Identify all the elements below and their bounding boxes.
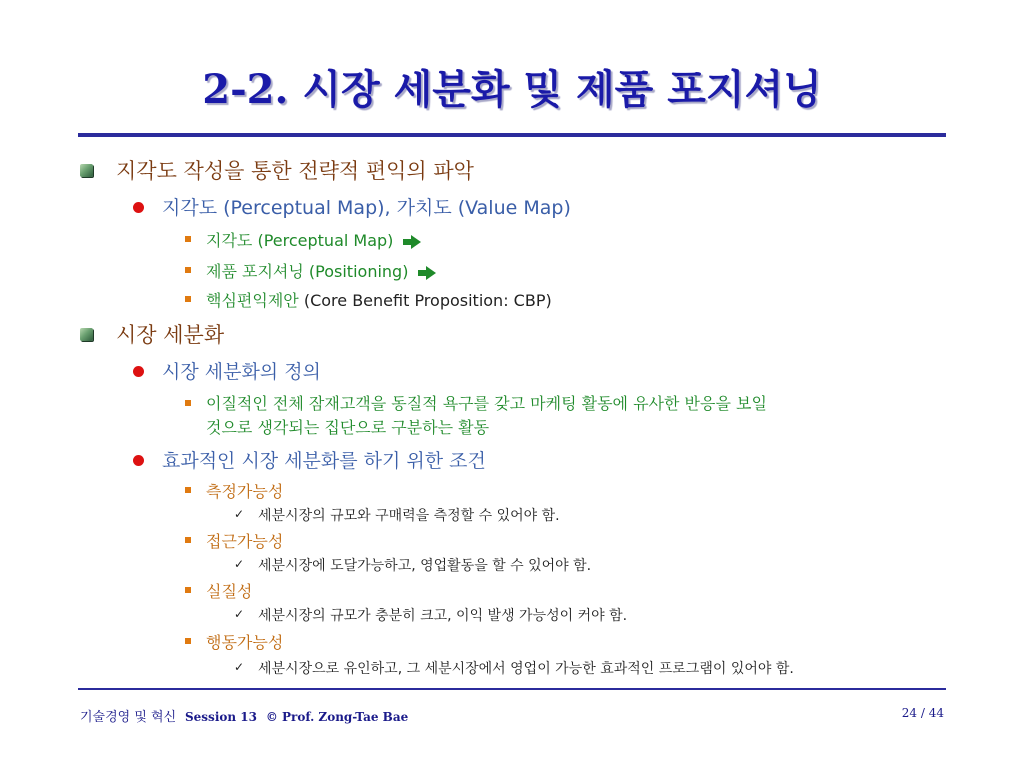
right-arrow-icon <box>411 235 421 249</box>
checkmark-icon: ✓ <box>234 607 245 621</box>
item-english: (Positioning) <box>303 262 409 281</box>
red-dot-bullet-icon <box>133 455 144 466</box>
section-heading: 시장 세분화 <box>116 323 225 347</box>
definition-line-1: 이질적인 전체 잠재고객을 동질적 욕구를 갖고 마케팅 활동에 유사한 반응을 보일 <box>206 394 767 413</box>
right-arrow-icon <box>426 266 436 280</box>
list-item <box>206 228 421 251</box>
condition-detail: 세분시장의 규모와 구매력을 측정할 수 있어야 함. <box>258 508 560 524</box>
orange-square-bullet-icon <box>185 537 191 543</box>
condition-name: 측정가능성 <box>206 482 284 501</box>
condition-name: 실질성 <box>206 582 253 601</box>
item-english: (Perceptual Map) <box>252 231 394 250</box>
red-dot-bullet-icon <box>133 202 144 213</box>
red-dot-bullet-icon <box>133 366 144 377</box>
footer-course: 기술경영 및 혁신 <box>80 710 177 725</box>
condition-name: 행동가능성 <box>206 633 284 652</box>
orange-square-bullet-icon <box>185 587 191 593</box>
item-korean: 핵심편익제안 <box>206 291 299 310</box>
orange-square-bullet-icon <box>185 400 191 406</box>
footer-divider <box>78 688 946 690</box>
footer-author: © Prof. Zong-Tae Bae <box>265 710 409 724</box>
definition-line-2: 것으로 생각되는 집단으로 구분하는 활동 <box>206 418 490 437</box>
condition-detail: 세분시장으로 유인하고, 그 세분시장에서 영업이 가능한 효과적인 프로그램이 있어야 함. <box>258 661 794 677</box>
condition-detail: 세분시장에 도달가능하고, 영업활동을 할 수 있어야 함. <box>258 558 592 574</box>
section-heading: 지각도 작성을 통한 전략적 편익의 파악 <box>116 159 474 183</box>
checkmark-icon: ✓ <box>234 507 245 521</box>
orange-square-bullet-icon <box>185 236 191 242</box>
list-item <box>206 288 552 311</box>
item-korean: 지각도 <box>206 231 253 250</box>
page-number: 24 / 44 <box>901 706 944 720</box>
subsection-heading: 시장 세분화의 정의 <box>162 361 321 383</box>
subsection-heading: 효과적인 시장 세분화를 하기 위한 조건 <box>162 450 486 472</box>
checkmark-icon: ✓ <box>234 660 245 674</box>
footer-session: Session 13 <box>185 710 257 724</box>
item-english: (Core Benefit Proposition: CBP) <box>298 291 552 310</box>
level1-bullet-icon <box>80 328 93 341</box>
orange-square-bullet-icon <box>185 296 191 302</box>
slide-title: 2-2. 시장 세분화 및 제품 포지셔닝 <box>202 66 822 113</box>
level1-bullet-icon <box>80 164 93 177</box>
condition-name: 접근가능성 <box>206 532 284 551</box>
orange-square-bullet-icon <box>185 638 191 644</box>
item-korean: 제품 포지셔닝 <box>206 262 304 281</box>
subsection-heading: 지각도 (Perceptual Map), 가치도 (Value Map) <box>162 197 571 219</box>
orange-square-bullet-icon <box>185 267 191 273</box>
orange-square-bullet-icon <box>185 487 191 493</box>
list-item <box>206 259 436 282</box>
checkmark-icon: ✓ <box>234 557 245 571</box>
footer-left <box>80 706 408 725</box>
condition-detail: 세분시장의 규모가 충분히 크고, 이익 발생 가능성이 커야 함. <box>258 608 628 624</box>
title-divider <box>78 133 946 137</box>
